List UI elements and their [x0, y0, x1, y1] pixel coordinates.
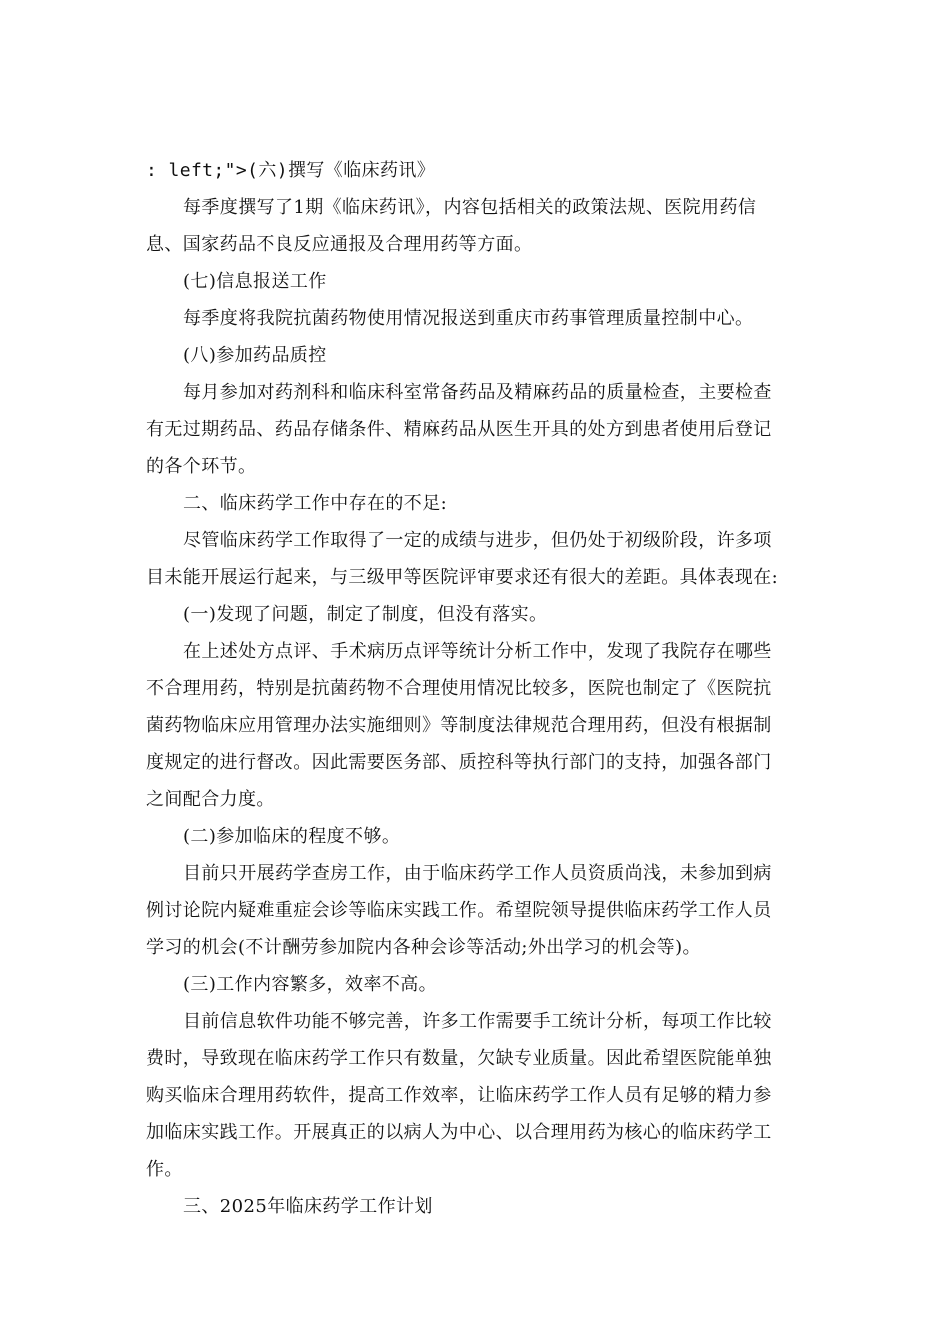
section-heading: 二、临床药学工作中存在的不足: — [183, 493, 448, 514]
text-line: 目前信息软件功能不够完善，许多工作需要手工统计分析，每项工作比较 — [183, 1011, 772, 1032]
text-line: 菌药物临床应用管理办法实施细则》等制度法律规范合理用药，但没有根据制 — [146, 715, 772, 736]
text-line: 度规定的进行督改。因此需要医务部、质控科等执行部门的支持，加强各部门 — [146, 752, 772, 773]
section-heading: (八)参加药品质控 — [183, 345, 327, 366]
text-line: 目前只开展药学查房工作，由于临床药学工作人员资质尚浅，未参加到病 — [183, 863, 772, 884]
text-line: 作。 — [146, 1159, 183, 1180]
section-heading: (二)参加临床的程度不够。 — [183, 826, 401, 847]
text-line: 加临床实践工作。开展真正的以病人为中心、以合理用药为核心的临床药学工 — [146, 1122, 772, 1143]
text-line: 目未能开展运行起来，与三级甲等医院评审要求还有很大的差距。具体表现在: — [146, 567, 779, 588]
text-line: 学习的机会(不计酬劳参加院内各种会诊等活动;外出学习的机会等)。 — [146, 937, 701, 958]
section-heading: (三)工作内容繁多，效率不高。 — [183, 974, 438, 995]
text-line: 购买临床合理用药软件，提高工作效率，让临床药学工作人员有足够的精力参 — [146, 1085, 772, 1106]
text-line: 例讨论院内疑难重症会诊等临床实践工作。希望院领导提供临床药学工作人员 — [146, 900, 772, 921]
text-line: 每季度撰写了1期《临床药讯》，内容包括相关的政策法规、医院用药信 — [183, 197, 757, 218]
text-line: 费时，导致现在临床药学工作只有数量，欠缺专业质量。因此希望医院能单独 — [146, 1048, 772, 1069]
text-line: : left;">(六)撰写《临床药讯》 — [146, 160, 436, 181]
text-line: 每月参加对药剂科和临床科室常备药品及精麻药品的质量检查，主要检查 — [183, 382, 772, 403]
text-line: 不合理用药，特别是抗菌药物不合理使用情况比较多，医院也制定了《医院抗 — [146, 678, 772, 699]
text-line: 尽管临床药学工作取得了一定的成绩与进步，但仍处于初级阶段，许多项 — [183, 530, 772, 551]
text-line: 之间配合力度。 — [146, 789, 275, 810]
text-line: 的各个环节。 — [146, 456, 257, 477]
document-body — [146, 152, 806, 1225]
text-line: 有无过期药品、药品存储条件、精麻药品从医生开具的处方到患者使用后登记 — [146, 419, 772, 440]
section-heading: (一)发现了问题，制定了制度，但没有落实。 — [183, 604, 548, 625]
section-heading: 三、2025年临床药学工作计划 — [183, 1196, 433, 1217]
section-heading: (七)信息报送工作 — [183, 271, 327, 292]
text-line: 在上述处方点评、手术病历点评等统计分析工作中，发现了我院存在哪些 — [183, 641, 772, 662]
text-line: 息、国家药品不良反应通报及合理用药等方面。 — [146, 234, 533, 255]
text-line: 每季度将我院抗菌药物使用情况报送到重庆市药事管理质量控制中心。 — [183, 308, 754, 329]
